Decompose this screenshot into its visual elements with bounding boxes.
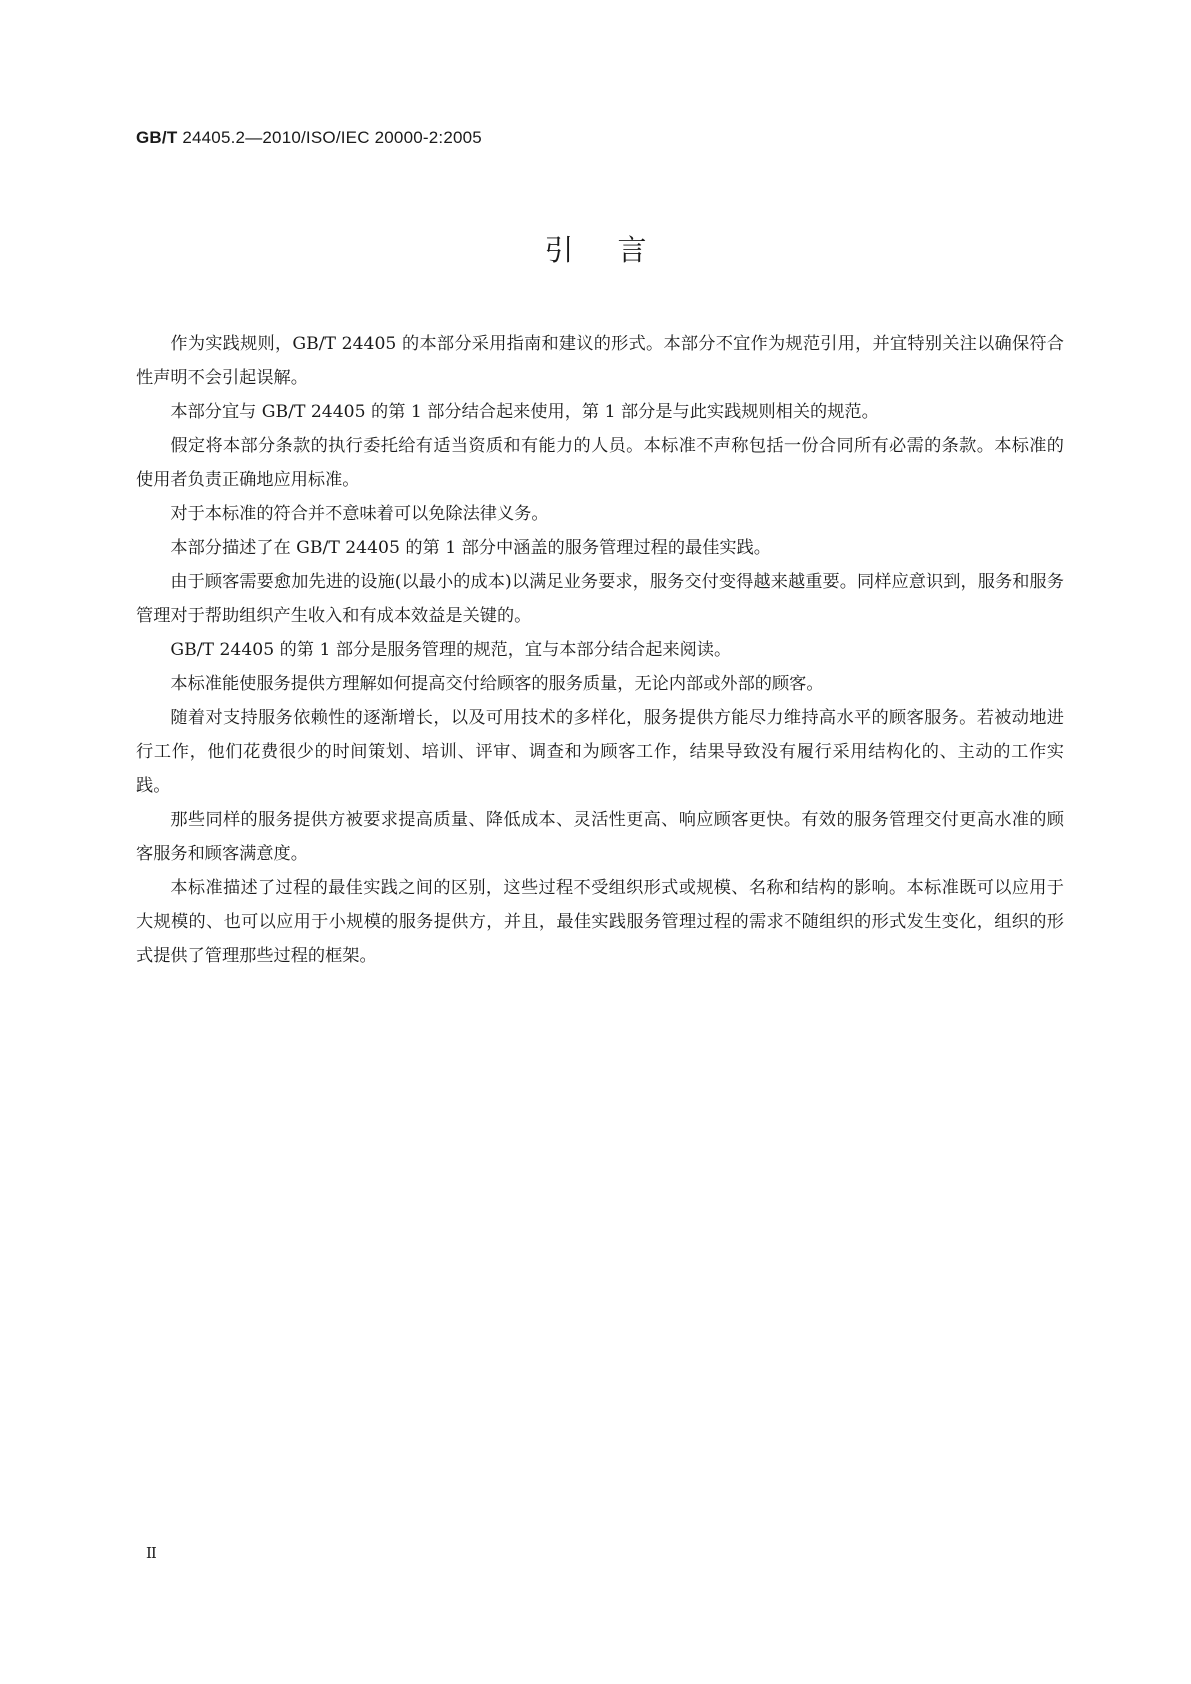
paragraph: 本标准描述了过程的最佳实践之间的区别，这些过程不受组织形式或规模、名称和结构的影响。本标准既可以应用于大规模的、也可以应用于小规模的服务提供方，并且，最佳实践服务管理过程的需求不随组织的形式发生变化，组织的形式提供了管理那些过程的框架。 [136,878,1064,966]
header-standard-number: 24405.2—2010/ISO/IEC 20000-2:2005 [177,128,482,147]
page-title: 引言 [544,233,691,267]
paragraph: 随着对支持服务依赖性的逐渐增长，以及可用技术的多样化，服务提供方能尽力维持高水平的顾客服务。若被动地进行工作，他们花费很少的时间策划、培训、评审、调查和为顾客工作，结果导致没有履行采用结构化的、主动的工作实践。 [136,708,1064,796]
paragraph: 作为实践规则，GB/T 24405 的本部分采用指南和建议的形式。本部分不宜作为规范引用，并宜特别关注以确保符合性声明不会引起误解。 [136,334,1064,388]
page-number: II [146,1544,156,1562]
paragraph: 本部分描述了在 GB/T 24405 的第 1 部分中涵盖的服务管理过程的最佳实践。 [170,538,771,558]
paragraph: 由于顾客需要愈加先进的设施(以最小的成本)以满足业务要求，服务交付变得越来越重要。同样应意识到，服务和服务管理对于帮助组织产生收入和有成本效益是关键的。 [136,572,1064,626]
header-prefix: GB/T [136,128,178,147]
paragraph: 假定将本部分条款的执行委托给有适当资质和有能力的人员。本标准不声称包括一份合同所有必需的条款。本标准的使用者负责正确地应用标准。 [136,436,1064,490]
paragraph: GB/T 24405 的第 1 部分是服务管理的规范，宜与本部分结合起来阅读。 [170,640,732,660]
paragraph: 本标准能使服务提供方理解如何提高交付给顾客的服务质量，无论内部或外部的顾客。 [170,674,824,694]
paragraph: 本部分宜与 GB/T 24405 的第 1 部分结合起来使用，第 1 部分是与此实践规则相关的规范。 [170,402,879,422]
paragraph: 那些同样的服务提供方被要求提高质量、降低成本、灵活性更高、响应顾客更快。有效的服务管理交付更高水准的顾客服务和顾客满意度。 [136,810,1064,864]
paragraph: 对于本标准的符合并不意味着可以免除法律义务。 [170,504,549,524]
document-body [136,327,1064,973]
document-header [136,128,482,148]
